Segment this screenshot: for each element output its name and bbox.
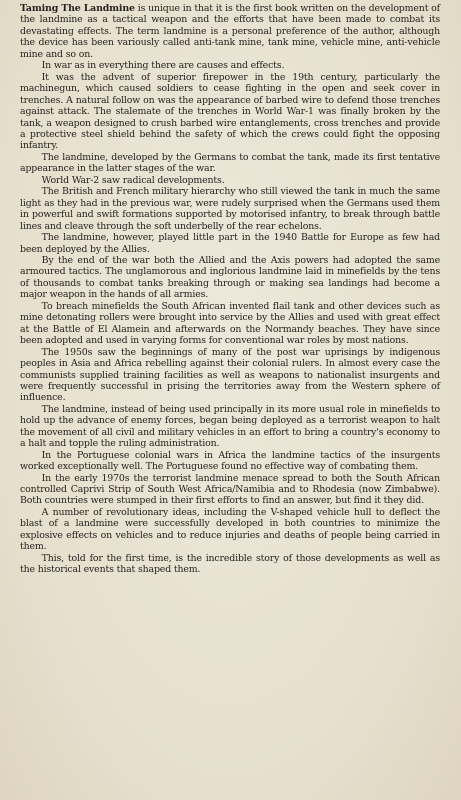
blurb-paragraph-1-text: is unique in that it is the first book written on the development of the landmine as a tactical weapon and the efforts that have been made to combat its devastating effects. The term landmine is a personal preference of the author, although the device has been variously called anti-tank mine, tank mine, vehicle mine, anti-vehicle mine and so on. (20, 3, 440, 60)
blurb-paragraph-13: In the early 1970s the terrorist landmine menace spread to both the South African controlled Caprivi Strip of South West Africa/Namibia and to Rhodesia (now Zimbabwe). Both countries were stumped in their first efforts to find an answer, but find it they did. (20, 472, 440, 507)
blurb-paragraph-6: The British and French military hierarchy who still viewed the tank in much the same light as they had in the previous war, were rudely surprised when the Germans used them in powerful and swift formations supported by motorised infantry, to break through battle lines and cleave through the soft underbelly of the rear echelons. (20, 186, 440, 232)
blurb-paragraph-10: The 1950s saw the beginnings of many of the post war uprisings by indigenous peoples in Asia and Africa rebelling against their colonial rulers. In almost every case the communists supplied training facilities as well as weapons to nationalist insurgents and were frequently successful in prising the territories away from the Western sphere of influence. (20, 346, 440, 404)
blurb-paragraph-1 (20, 3, 440, 60)
blurb-paragraph-14: A number of revolutionary ideas, including the V-shaped vehicle hull to deflect the blast of a landmine were successfully developed in both countries to minimize the explosive effects on vehicles and to reduce injuries and deaths of people being carried in them. (20, 506, 440, 553)
blurb-paragraph-5: World War-2 saw radical developments. (41, 174, 225, 186)
blurb-paragraph-11: The landmine, instead of being used principally in its more usual role in minefields to hold up the advance of enemy forces, began being deployed as a terrorist weapon to halt the movement of all civil and military vehicles in an effort to bring a country's economy to a halt and topple the ruling administration. (20, 403, 440, 450)
book-title-lead: Taming The Landmine (20, 3, 135, 14)
blurb-paragraph-9: To breach minefields the South African invented flail tank and other devices such as mine detonating rollers were brought into service by the Allies and used with great effect at the Battle of El Alamein and afterwards on the Normandy beaches. They have since been adopted and used in varying forms for conventional war roles by most nations. (20, 300, 440, 347)
blurb-paragraph-2: In war as in everything there are causes and effects. (41, 60, 285, 72)
blurb-paragraph-8: By the end of the war both the Allied and the Axis powers had adopted the same armoured tactics. The unglamorous and inglorious landmine laid in minefields by the tens of thousands to combat tanks breaking through or making sea landings had become a major weapon in the hands of all armies. (20, 254, 440, 301)
blurb-paragraph-3: It was the advent of superior firepower in the 19th century, particularly the machinegun, which caused soldiers to cease fighting in the open and seek cover in trenches. A natural follow on was the appearance of barbed wire to defend those trenches against attack. The stalemate of the trenches in World War-1 was finally broken by the tank, a weapon designed to crush barbed wire entanglements, cross trenches and provide a protective steel shield behind the safety of which the crews could fight the opposing infantry. (20, 71, 440, 152)
blurb-paragraph-15: This, told for the first time, is the incredible story of those developments as well as the historical events that shaped them. (20, 552, 440, 576)
blurb-paragraph-4: The landmine, developed by the Germans to combat the tank, made its first tentative appearance in the latter stages of the war. (20, 151, 440, 175)
blurb-paragraph-7: The landmine, however, played little part in the 1940 Battle for Europe as few had been deployed by the Allies. (20, 232, 440, 255)
blurb-paragraph-12: In the Portuguese colonial wars in Africa the landmine tactics of the insurgents worked exceptionally well. The Portuguese found no effective way of combating them. (20, 449, 440, 473)
